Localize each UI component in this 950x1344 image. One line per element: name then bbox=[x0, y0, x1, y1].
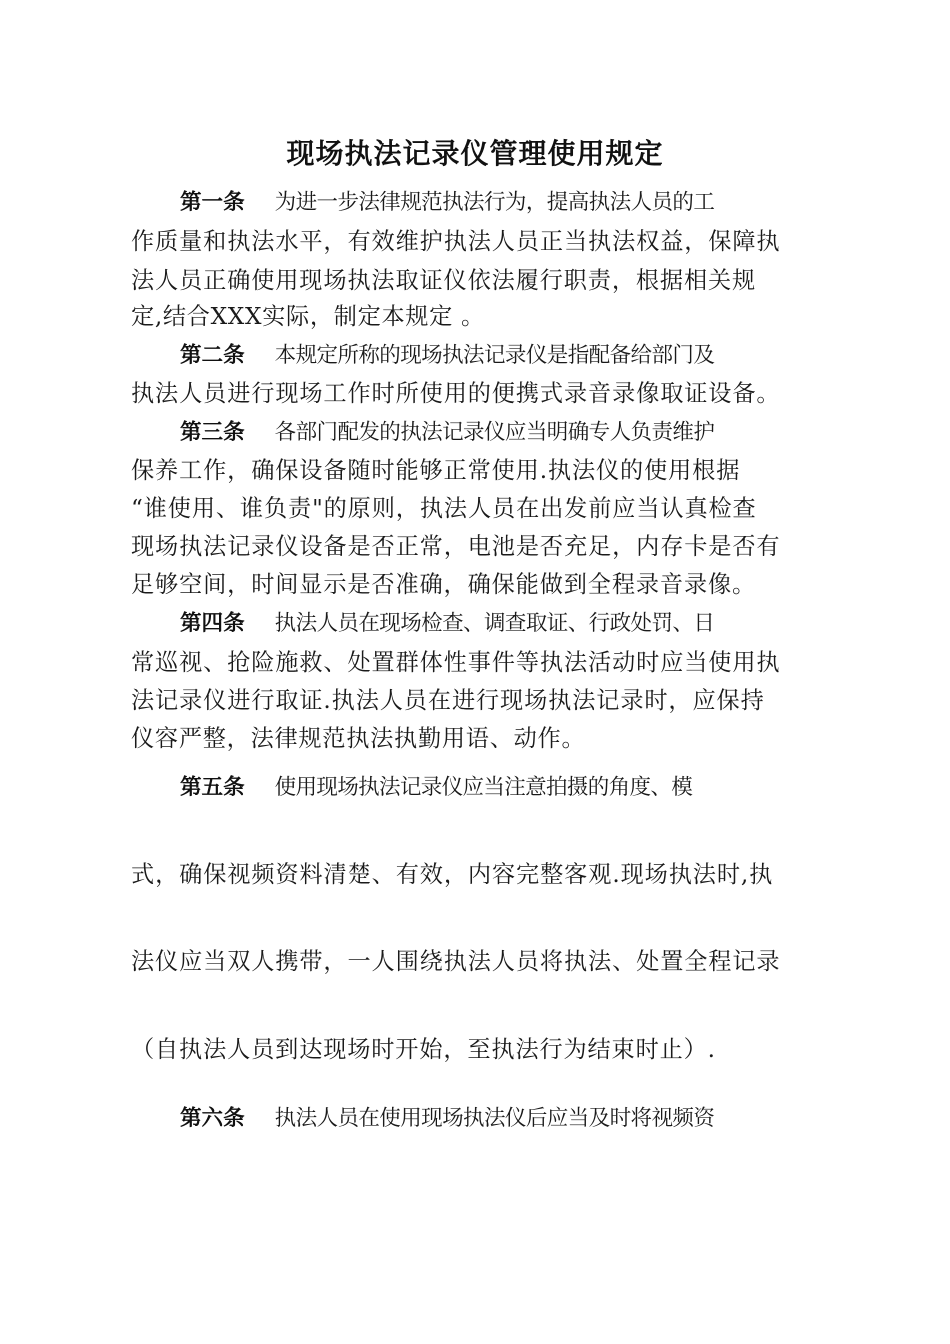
article-5-first-line bbox=[180, 773, 880, 803]
article-1-label: 第一条 bbox=[180, 190, 245, 215]
article-3-line: 足够空间，时间显示是否准确，确保能做到全程录音录像。 bbox=[131, 571, 757, 598]
article-2-label: 第二条 bbox=[180, 343, 245, 368]
article-2-first-line bbox=[180, 341, 880, 371]
article-5-line: 式，确保视频资料清楚、有效，内容完整客观.现场执法时,执 bbox=[131, 861, 774, 888]
article-3-line: 保养工作，确保设备随时能够正常使用.执法仪的使用根据 bbox=[131, 457, 741, 484]
article-3-label: 第三条 bbox=[180, 420, 245, 445]
article-6-text: 执法人员在使用现场执法仪后应当及时将视频资 bbox=[274, 1106, 715, 1131]
article-1-text: 为进一步法律规范执法行为，提高执法人员的工 bbox=[274, 190, 715, 215]
article-6-label: 第六条 bbox=[180, 1106, 245, 1131]
article-3-first-line bbox=[180, 418, 880, 448]
article-4-line: 常巡视、抢险施救、处置群体性事件等执法活动时应当使用执 bbox=[131, 649, 781, 676]
article-5-text: 使用现场执法记录仪应当注意拍摄的角度、模 bbox=[274, 775, 693, 800]
article-4-label: 第四条 bbox=[180, 611, 245, 636]
article-4-first-line bbox=[180, 609, 880, 639]
article-2-text: 本规定所称的现场执法记录仪是指配备给部门及 bbox=[274, 343, 715, 368]
article-3-line: “谁使用、谁负责"的原则，执法人员在出发前应当认真检查 bbox=[131, 495, 757, 522]
article-1-line: 作质量和执法水平，有效维护执法人员正当执法权益，保障执 bbox=[131, 228, 781, 255]
article-6-first-line bbox=[180, 1104, 880, 1134]
article-5-line: 法仪应当双人携带，一人围绕执法人员将执法、处置全程记录 bbox=[131, 948, 781, 975]
article-3-text: 各部门配发的执法记录仪应当明确专人负责维护 bbox=[274, 420, 715, 445]
article-1-line: 定,结合XXX实际，制定本规定 。 bbox=[131, 303, 485, 330]
article-2-line: 执法人员进行现场工作时所使用的便携式录音录像取证设备。 bbox=[131, 380, 781, 407]
article-4-line: 仪容严整，法律规范执法执勤用语、动作。 bbox=[131, 725, 586, 752]
article-3-line: 现场执法记录仪设备是否正常，电池是否充足，内存卡是否有 bbox=[131, 533, 781, 560]
article-5-label: 第五条 bbox=[180, 775, 245, 800]
article-5-line: （自执法人员到达现场时开始，至执法行为结束时止）. bbox=[131, 1036, 716, 1063]
article-1-line: 法人员正确使用现场执法取证仪依法履行职责，根据相关规 bbox=[131, 267, 757, 294]
article-1-first-line bbox=[180, 188, 880, 218]
article-4-line: 法记录仪进行取证.执法人员在进行现场执法记录时，应保持 bbox=[131, 687, 765, 714]
article-4-text: 执法人员在现场检查、调查取证、行政处罚、日 bbox=[274, 611, 715, 636]
document-title: 现场执法记录仪管理使用规定 bbox=[286, 137, 664, 170]
